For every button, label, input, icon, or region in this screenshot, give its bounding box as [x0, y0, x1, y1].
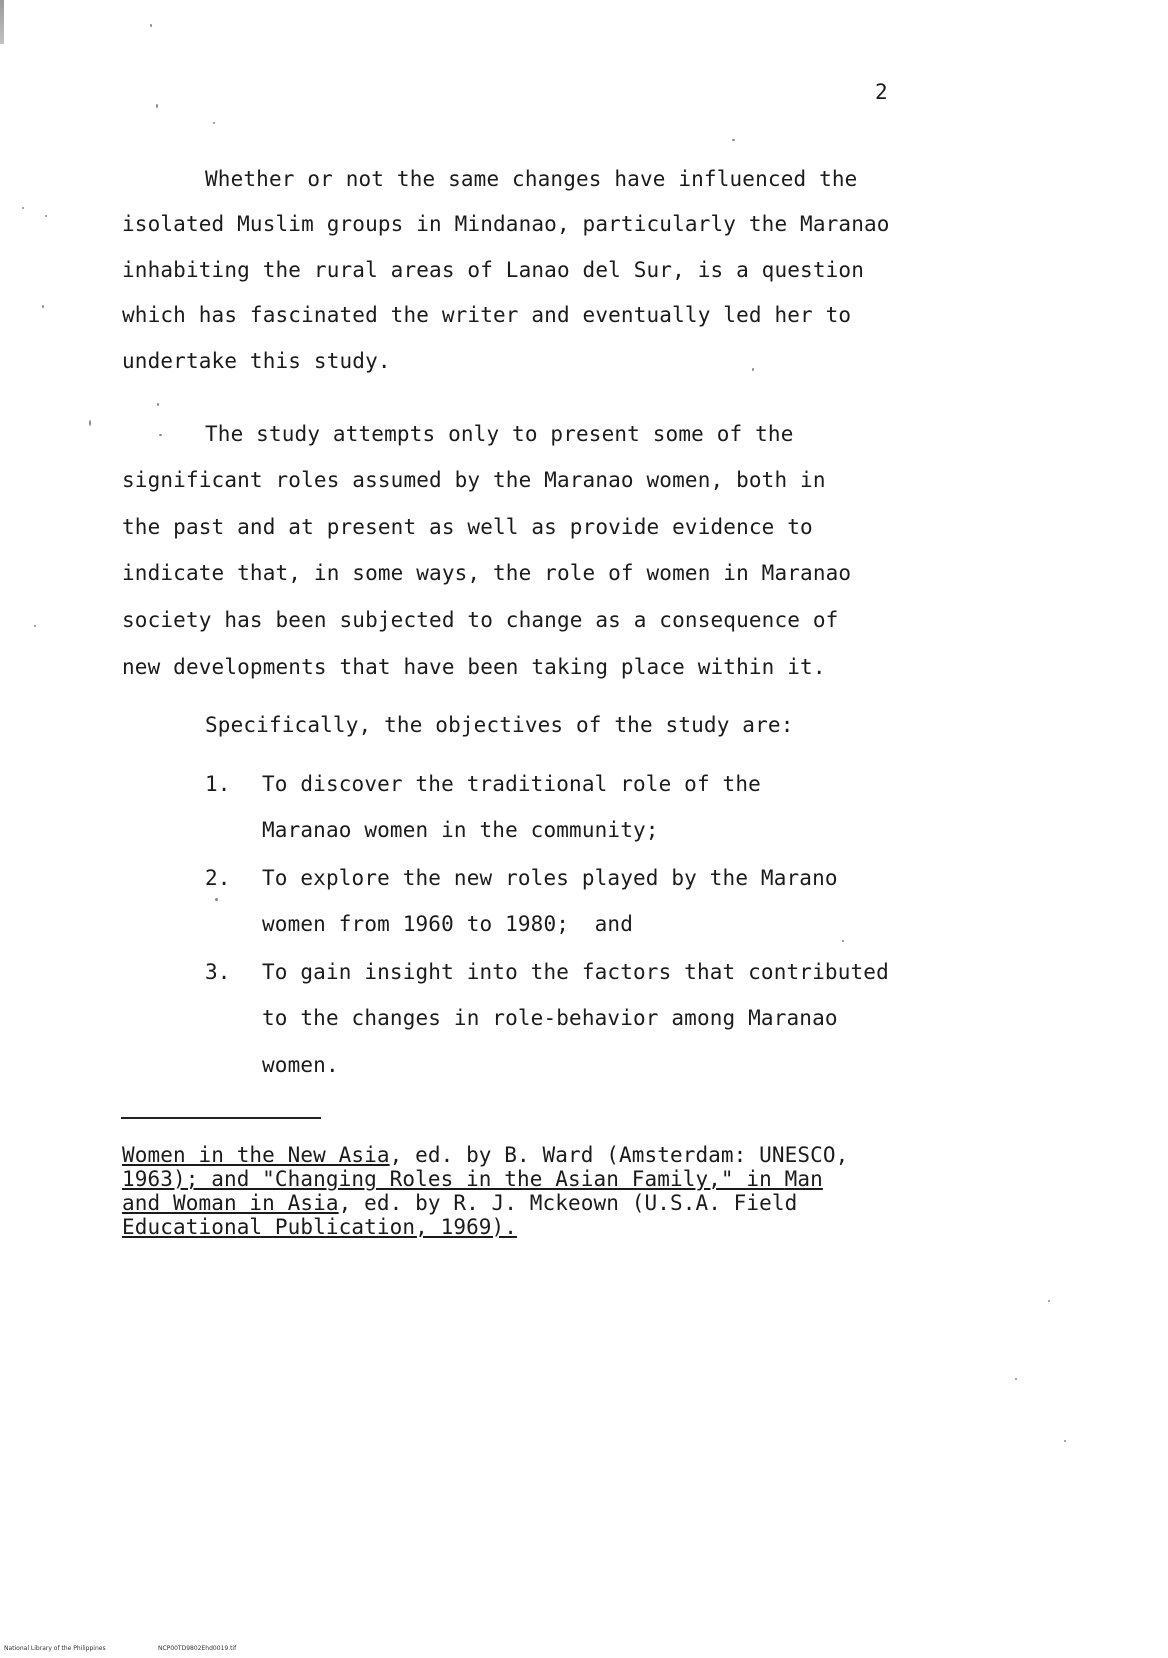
- paragraph-line: undertake this study.: [122, 349, 391, 373]
- scan-speck: [213, 122, 215, 124]
- scan-speck: [42, 305, 44, 308]
- scan-speck: [34, 625, 36, 627]
- scan-speck: [150, 24, 152, 27]
- objective-number: 2.: [205, 866, 231, 890]
- scan-speck: [89, 420, 91, 426]
- paragraph-line: new developments that have been taking place within it.: [122, 655, 826, 679]
- footer-filename: NCP00TD9802Ehd0019.tif: [158, 1645, 237, 1652]
- objective-line: To explore the new roles played by the Marano: [262, 866, 838, 890]
- paragraph-line: indicate that, in some ways, the role of women in Maranao: [122, 561, 852, 585]
- objective-line: Maranao women in the community;: [262, 818, 659, 842]
- footnote-title: Man: [784, 1167, 823, 1191]
- objective-line: To gain insight into the factors that contributed: [262, 960, 889, 984]
- page-number: 2: [875, 80, 888, 104]
- footer-library: National Library of the Philippines: [4, 1645, 106, 1652]
- footnote-rule: [121, 1117, 321, 1119]
- footnote-title: and Woman in Asia: [122, 1191, 339, 1215]
- scan-speck: [157, 403, 159, 406]
- scan-speck: [1064, 1440, 1066, 1442]
- scan-speck: [1048, 1300, 1050, 1302]
- paragraph-line: The study attempts only to present some of the: [205, 422, 794, 446]
- scan-speck: [45, 215, 47, 217]
- objective-line: To discover the traditional role of the: [262, 772, 761, 796]
- footnote-text: , ed. by R. J. Mckeown (U.S.A. Field: [338, 1191, 798, 1215]
- scan-speck: [1015, 1378, 1017, 1380]
- footnote-line: [122, 1168, 823, 1191]
- footnote-text: 1963); and "Changing Roles in the Asian Family," in: [122, 1167, 785, 1191]
- objective-line: women from 1960 to 1980; and: [262, 912, 633, 936]
- footnote-line: [122, 1192, 797, 1215]
- scan-speck: [732, 139, 735, 141]
- footnote-line: [122, 1216, 517, 1239]
- scan-speck: [215, 898, 218, 901]
- paragraph-line: the past and at present as well as provide evidence to: [122, 515, 813, 539]
- paragraph-line: significant roles assumed by the Maranao women, both in: [122, 468, 826, 492]
- scan-speck: [159, 434, 162, 436]
- footnote-title: Women in the New Asia: [122, 1143, 390, 1167]
- scan-speck: [156, 104, 158, 108]
- objective-line: to the changes in role-behavior among Maranao: [262, 1006, 838, 1030]
- objective-number: 3.: [205, 960, 231, 984]
- paragraph-line: which has fascinated the writer and eventually led her to: [122, 303, 852, 327]
- paragraph-line: Specifically, the objectives of the study are:: [205, 713, 794, 737]
- footnote-text: Educational Publication, 1969).: [122, 1215, 518, 1239]
- objective-line: women.: [262, 1053, 339, 1077]
- paragraph-line: inhabiting the rural areas of Lanao del Sur, is a question: [122, 258, 864, 282]
- footnote-text: , ed. by B. Ward (Amsterdam: UNESCO,: [389, 1143, 849, 1167]
- objective-number: 1.: [205, 772, 231, 796]
- footnote-line: [122, 1144, 848, 1167]
- scan-speck: [842, 940, 844, 942]
- paragraph-line: society has been subjected to change as a consequence of: [122, 608, 839, 632]
- scan-speck: [752, 368, 754, 371]
- scan-speck: [22, 207, 24, 209]
- paragraph-line: Whether or not the same changes have influenced the: [205, 167, 858, 191]
- paragraph-line: isolated Muslim groups in Mindanao, particularly the Maranao: [122, 212, 890, 236]
- scan-edge-mark: [0, 0, 4, 44]
